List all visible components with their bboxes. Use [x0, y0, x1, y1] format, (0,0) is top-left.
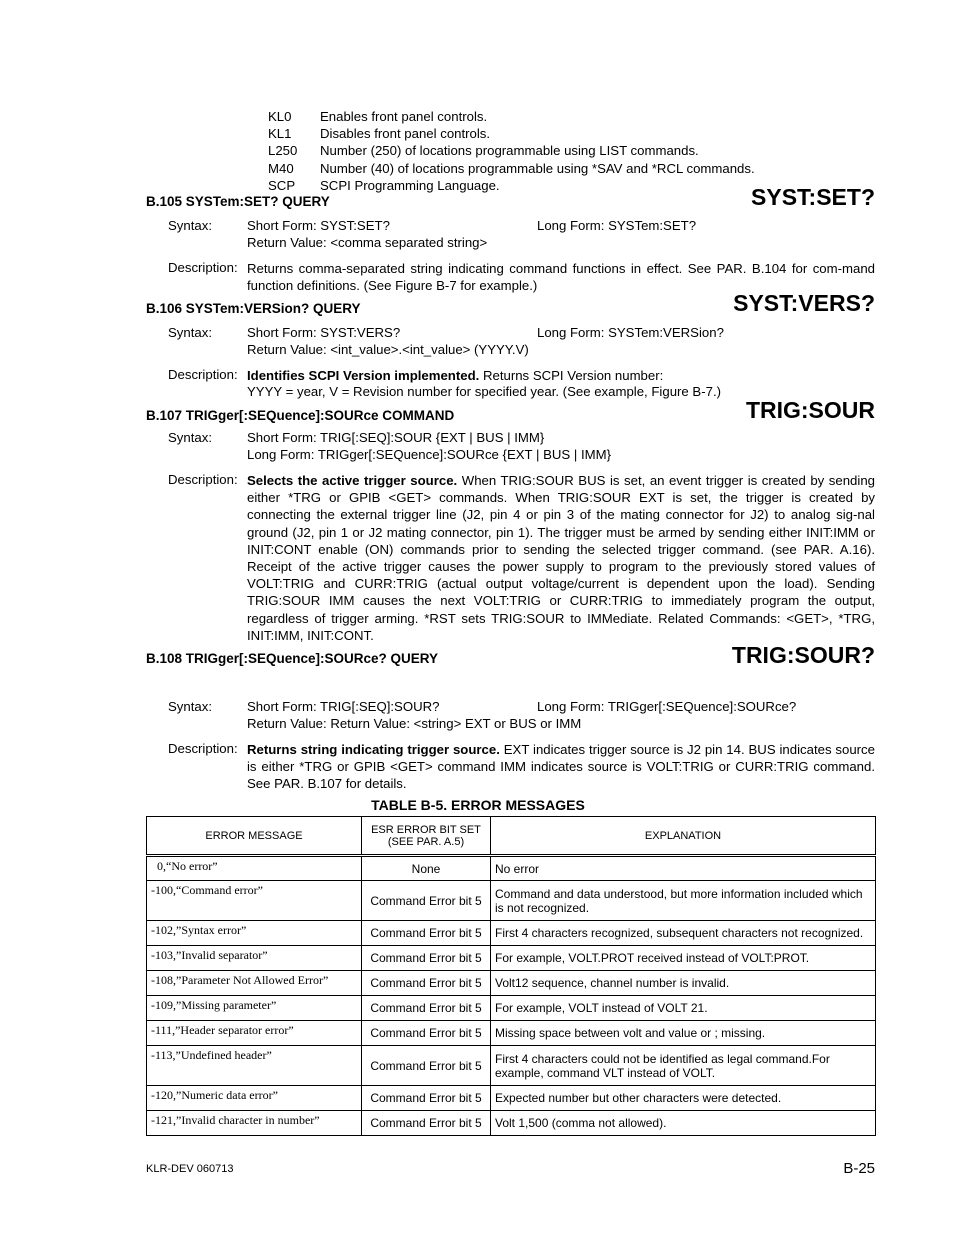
- code-m40: M40: [268, 161, 294, 176]
- explanation-cell: Volt12 sequence, channel number is invalid.: [491, 971, 876, 996]
- table-row: [147, 1021, 876, 1046]
- table-row: [147, 971, 876, 996]
- return-value: Return Value: Return Value: <string> EXT or BUS or IMM: [247, 716, 582, 731]
- error-messages-table: [146, 816, 876, 1136]
- code-l250-text: Number (250) of locations programmable using LIST commands.: [320, 143, 699, 158]
- description-bold: Selects the active trigger source.: [247, 473, 458, 488]
- table-row: [147, 946, 876, 971]
- code-m40-text: Number (40) of locations programmable using *SAV and *RCL commands.: [320, 161, 755, 176]
- footer-page-number: B-25: [843, 1160, 875, 1177]
- code-kl1-text: Disables front panel controls.: [320, 126, 491, 141]
- description-bold: Returns string indicating trigger source.: [247, 742, 500, 757]
- table-title: TABLE B-5. ERROR MESSAGES: [371, 797, 585, 813]
- explanation-cell: Command and data understood, but more information included which is not recognized.: [491, 881, 876, 921]
- section-heading-b105: B.105 SYSTem:SET? QUERY: [146, 194, 330, 209]
- explanation-cell: No error: [491, 856, 876, 881]
- error-message-cell: -121,”Invalid character in number”: [147, 1111, 362, 1136]
- footer-doc-id: KLR-DEV 060713: [146, 1163, 234, 1175]
- section-heading-b107: B.107 TRIGger[:SEQuence]:SOURce COMMAND: [146, 408, 455, 423]
- code-l250: L250: [268, 143, 298, 158]
- error-message-cell: -108,”Parameter Not Allowed Error”: [147, 971, 362, 996]
- description-rest: EXT indicates trigger source is J2 pin 14. BUS indicates source is either *TRG or GPIB <GET> command IMM indicates source is VOLT:TRIG or CURR:TRIG command. See PAR. B.107 for details.: [247, 742, 875, 792]
- code-scp-text: SCPI Programming Language.: [320, 178, 500, 193]
- command-title-syst-vers: SYST:VERS?: [733, 290, 875, 316]
- section-heading-b106: B.106 SYSTem:VERSion? QUERY: [146, 301, 361, 316]
- error-message-cell: -113,”Undefined header”: [147, 1046, 362, 1086]
- esr-bit-cell: Command Error bit 5: [362, 1111, 491, 1136]
- long-form: Long Form: SYSTem:SET?: [537, 218, 697, 233]
- section-heading-b108: B.108 TRIGger[:SEQuence]:SOURce? QUERY: [146, 651, 439, 666]
- description-rest: When TRIG:SOUR BUS is set, an event trigger is created by sending either *TRG or GPIB <GET> commands. When TRIG:SOUR EXT is set, the trigger is created by connecting the external trigger line (J2, pin 4 or pin 3 of the mating connector for J2) to analog sig-nal ground (J2, pin 1 or J2 mating connector, pin 1). The trigger must be armed by sending either INIT:IMM or INIT:CONT enable (ON) commands prior to sending the selected trigger command. (see PAR. A.16). Receipt of the active trigger causes the power supply to program to the previously stored values of VOLT:TRIG and CURR:TRIG (actual output voltage/current is dependent upon the load). Sending TRIG:SOUR IMM causes the next VOLT:TRIG or CURR:TRIG to immediately program the output, regardless of trigger arming. *RST sets TRIG:SOUR to IMMediate. Related Commands: <GET>, *TRG, INIT:IMM, INIT:CONT.: [247, 473, 875, 643]
- short-form: Short Form: SYST:VERS?: [247, 325, 401, 340]
- long-form: Long Form: TRIGger[:SEQuence]:SOURce {EXT | BUS | IMM}: [247, 447, 612, 462]
- error-message-cell: -102,”Syntax error”: [147, 921, 362, 946]
- long-form: Long Form: SYSTem:VERSion?: [537, 325, 724, 340]
- esr-bit-cell: Command Error bit 5: [362, 881, 491, 921]
- error-message-cell: -100,“Command error”: [147, 881, 362, 921]
- explanation-cell: For example, VOLT instead of VOLT 21.: [491, 996, 876, 1021]
- return-value: Return Value: <int_value>.<int_value> (YYYY.V): [247, 342, 529, 357]
- esr-bit-cell: None: [362, 856, 491, 881]
- return-value: Return Value: <comma separated string>: [247, 235, 488, 250]
- table-row: [147, 996, 876, 1021]
- explanation-cell: For example, VOLT.PROT received instead of VOLT:PROT.: [491, 946, 876, 971]
- esr-bit-cell: Command Error bit 5: [362, 1021, 491, 1046]
- description-label: Description:: [168, 741, 238, 756]
- header-explanation: EXPLANATION: [491, 817, 876, 856]
- table-row: [147, 1086, 876, 1111]
- description-text: [247, 741, 875, 793]
- command-title-syst-set: SYST:SET?: [751, 184, 875, 210]
- explanation-cell: First 4 characters could not be identified as legal command.For example, command VLT instead of VOLT.: [491, 1046, 876, 1086]
- description-label: Description:: [168, 260, 238, 275]
- explanation-cell: Missing space between volt and value or ; missing.: [491, 1021, 876, 1046]
- explanation-cell: Volt 1,500 (comma not allowed).: [491, 1111, 876, 1136]
- error-message-cell: -111,”Header separator error”: [147, 1021, 362, 1046]
- table-row: [147, 921, 876, 946]
- header-error-message: ERROR MESSAGE: [147, 817, 362, 856]
- description-text: Returns comma-separated string indicating command functions in effect. See PAR. B.104 for com-mand function definitions. (See Figure B-7 for example.): [247, 261, 875, 294]
- explanation-cell: First 4 characters recognized, subsequent characters not recognized.: [491, 921, 876, 946]
- esr-bit-cell: Command Error bit 5: [362, 971, 491, 996]
- long-form: Long Form: TRIGger[:SEQuence]:SOURce?: [537, 699, 797, 714]
- command-title-trig-sour: TRIG:SOUR: [745, 397, 875, 423]
- code-scp: SCP: [268, 178, 296, 193]
- description-text: [247, 472, 875, 644]
- code-kl1: KL1: [268, 126, 292, 141]
- syntax-label: Syntax:: [168, 430, 212, 445]
- code-kl0-text: Enables front panel controls.: [320, 109, 488, 124]
- code-kl0: KL0: [268, 109, 292, 124]
- short-form: Short Form: TRIG[:SEQ]:SOUR?: [247, 699, 440, 714]
- header-esr-error-bit: ESR ERROR BIT SET (SEE PAR. A.5): [362, 817, 491, 856]
- description-rest: Returns SCPI Version number:: [479, 368, 664, 383]
- description-text: [247, 367, 875, 384]
- esr-bit-cell: Command Error bit 5: [362, 1046, 491, 1086]
- table-row: [147, 881, 876, 921]
- error-message-cell: -120,”Numeric data error”: [147, 1086, 362, 1111]
- syntax-label: Syntax:: [168, 325, 212, 340]
- esr-bit-cell: Command Error bit 5: [362, 921, 491, 946]
- explanation-cell: Expected number but other characters were detected.: [491, 1086, 876, 1111]
- short-form: Short Form: TRIG[:SEQ]:SOUR {EXT | BUS | IMM}: [247, 430, 545, 445]
- command-title-trig-sour-query: TRIG:SOUR?: [731, 642, 875, 668]
- table-header-row: [147, 817, 876, 856]
- esr-bit-cell: Command Error bit 5: [362, 946, 491, 971]
- table-row: [147, 1111, 876, 1136]
- table-row: [147, 856, 876, 881]
- esr-bit-cell: Command Error bit 5: [362, 1086, 491, 1111]
- esr-bit-cell: Command Error bit 5: [362, 996, 491, 1021]
- description-line2: YYYY = year, V = Revision number for specified year. (See example, Figure B-7.): [247, 384, 722, 399]
- error-message-cell: -103,”Invalid separator”: [147, 946, 362, 971]
- short-form: Short Form: SYST:SET?: [247, 218, 390, 233]
- table-row: [147, 1046, 876, 1086]
- error-message-cell: 0,“No error”: [147, 856, 362, 881]
- description-label: Description:: [168, 472, 238, 487]
- description-label: Description:: [168, 367, 238, 382]
- error-message-cell: -109,”Missing parameter”: [147, 996, 362, 1021]
- syntax-label: Syntax:: [168, 699, 212, 714]
- description-bold: Identifies SCPI Version implemented.: [247, 368, 480, 383]
- syntax-label: Syntax:: [168, 218, 212, 233]
